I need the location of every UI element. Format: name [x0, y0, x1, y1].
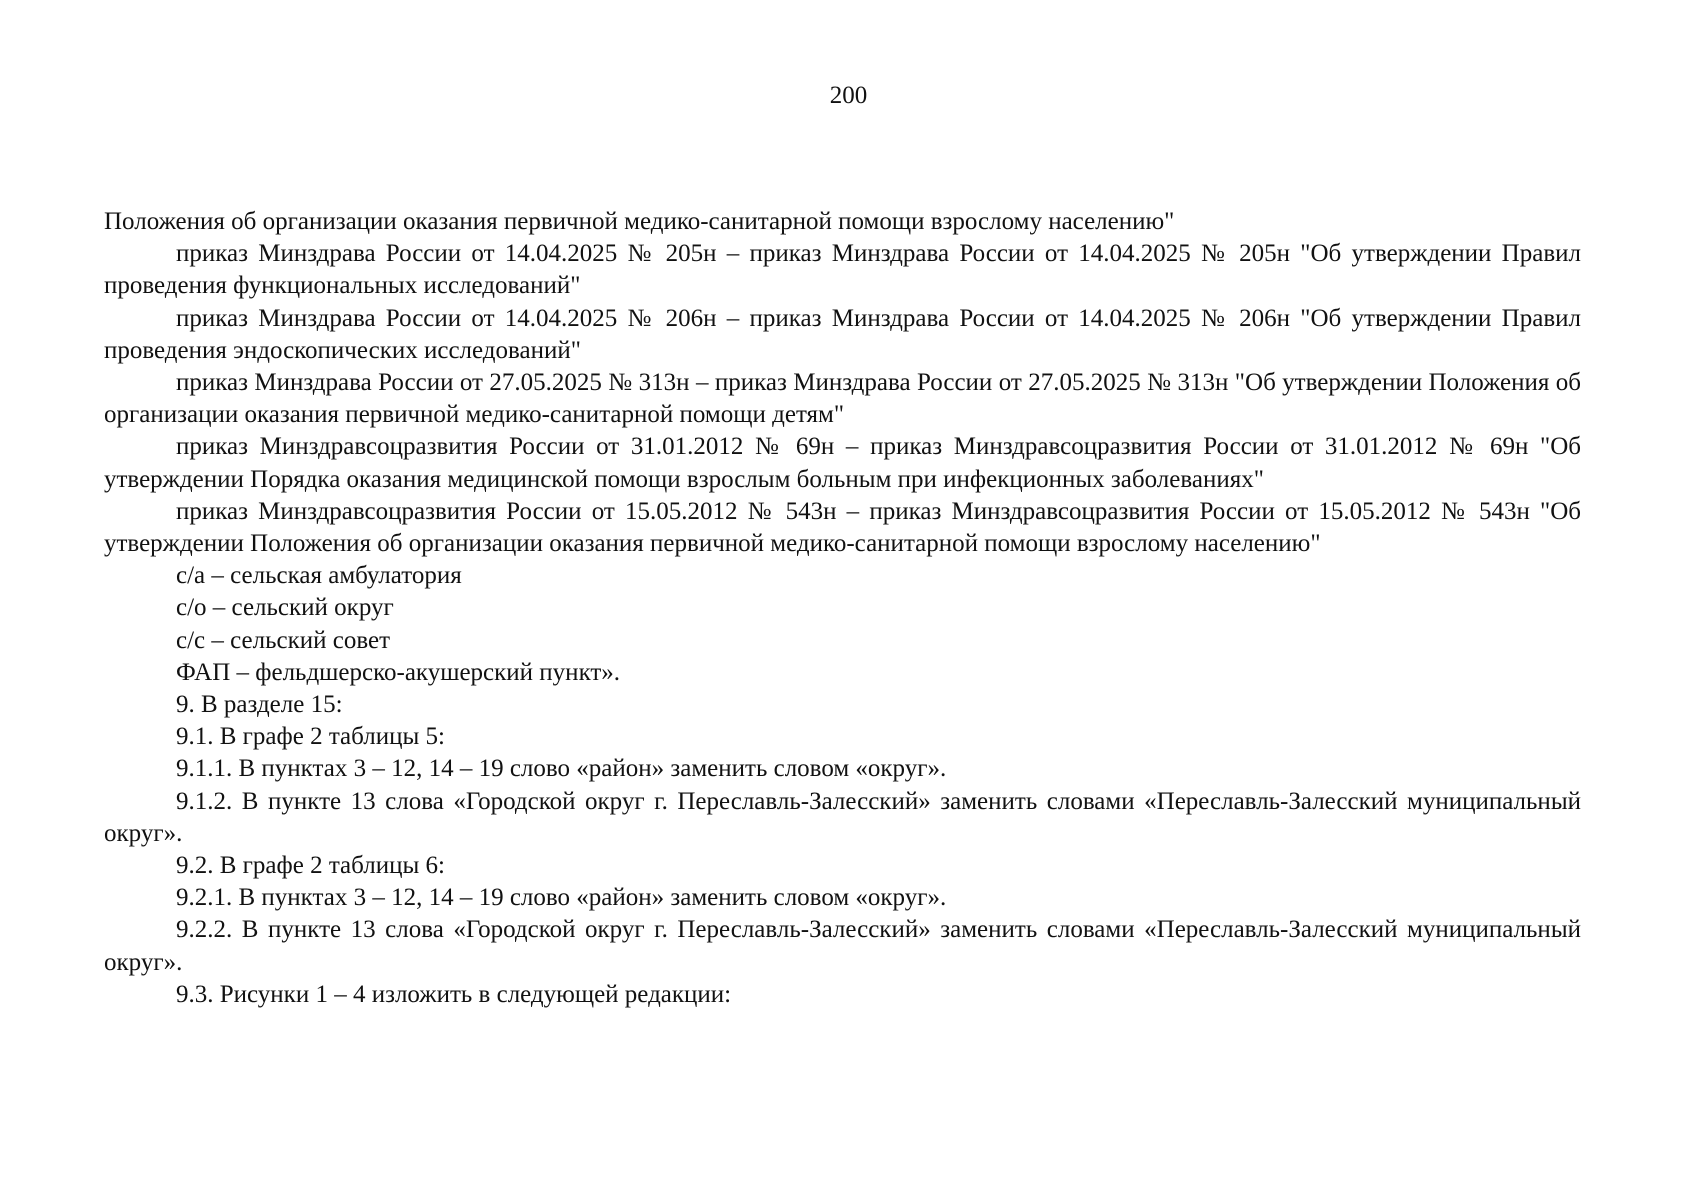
section-9-heading: 9. В разделе 15:: [176, 691, 343, 719]
paragraph-order-205n: приказ Минздрава России от 14.04.2025 № 205н – приказ Минздрава России от 14.04.2025 № 205н "Об утверждении Правил проведения функциональных исследований": [104, 240, 1581, 300]
abbreviation-ss: с/с – сельский совет: [176, 626, 391, 654]
item-9-3: 9.3. Рисунки 1 – 4 изложить в следующей редакции:: [176, 980, 732, 1008]
item-9-1: 9.1. В графе 2 таблицы 5:: [176, 723, 445, 751]
item-9-2-2: 9.2.2. В пункте 13 слова «Городской округ г. Переславль-Залесский» заменить словами «Переславль-Залесский муниципальный округ».: [104, 916, 1581, 976]
paragraph-order-313n: приказ Минздрава России от 27.05.2025 № 313н – приказ Минздрава России от 27.05.2025 № 313н "Об утверждении Положения об организации оказания первичной медико-санитарной помощи детям": [104, 369, 1581, 429]
item-9-2: 9.2. В графе 2 таблицы 6:: [176, 852, 445, 880]
abbreviation-so: с/о – сельский округ: [176, 594, 394, 622]
abbreviation-fap: ФАП – фельдшерско-акушерский пункт».: [176, 658, 621, 686]
paragraph-order-543n: приказ Минздравсоцразвития России от 15.05.2012 № 543н – приказ Минздравсоцразвития России от 15.05.2012 № 543н "Об утверждении Положения об организации оказания первичной медико-санитарной помощи взрослому населению": [104, 497, 1581, 558]
paragraph-order-69n: приказ Минздравсоцразвития России от 31.01.2012 № 69н – приказ Минздравсоцразвития России от 31.01.2012 № 69н "Об утверждении Порядка оказания медицинской помощи взрослым больным при инфекционных заболеваниях": [104, 433, 1581, 493]
item-9-2-1: 9.2.1. В пунктах 3 – 12, 14 – 19 слово «район» заменить словом «округ».: [176, 884, 947, 912]
item-9-1-1: 9.1.1. В пунктах 3 – 12, 14 – 19 слово «район» заменить словом «округ».: [176, 755, 947, 783]
item-9-1-2: 9.1.2. В пункте 13 слова «Городской округ г. Переславль-Залесский» заменить словами «Переславль-Залесский муниципальный округ».: [104, 787, 1581, 847]
document-body: [104, 206, 1581, 1011]
page-number: 200: [829, 82, 868, 109]
paragraph-order-206n: приказ Минздрава России от 14.04.2025 № 206н – приказ Минздрава России от 14.04.2025 № 206н "Об утверждении Правил проведения эндоскопических исследований": [104, 304, 1581, 364]
paragraph-continuation: Положения об организации оказания первичной медико-санитарной помощи взрослому населению": [104, 208, 1175, 235]
abbreviation-sa: с/а – сельская амбулатория: [176, 562, 462, 590]
